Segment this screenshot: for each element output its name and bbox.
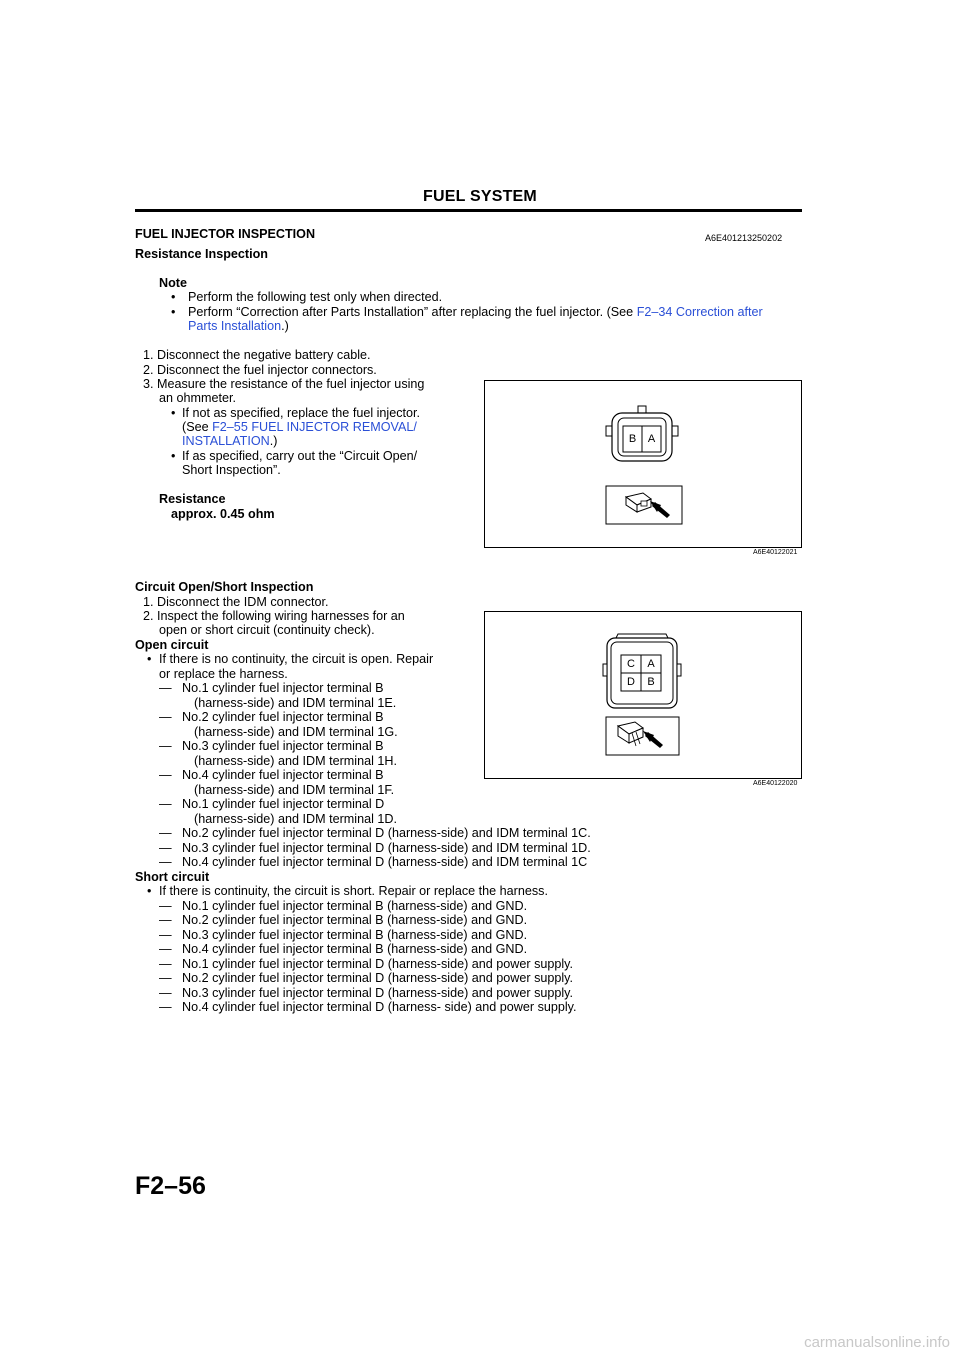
footer-watermark: carmanualsonline.info — [804, 1334, 950, 1351]
bullet-glyph: • — [171, 449, 176, 463]
resistance-value: approx. 0.45 ohm — [171, 507, 275, 521]
dash-glyph: — — [159, 855, 172, 869]
figure-injector-connector — [484, 380, 802, 548]
open-circuit-bullet-line-1: If there is no continuity, the circuit is open. Repair — [159, 652, 434, 666]
dash-glyph: — — [159, 710, 172, 724]
dash-glyph: — — [159, 826, 172, 840]
pin-label-b: B — [628, 433, 637, 445]
note-link-parts-installation[interactable]: Parts Installation — [188, 319, 282, 333]
link-fuel-injector-removal[interactable]: F2–55 FUEL INJECTOR REMOVAL/ — [212, 420, 417, 434]
page-header-title: FUEL SYSTEM — [423, 188, 537, 205]
note-label: Note — [159, 276, 187, 290]
open-item-8: No.4 cylinder fuel injector terminal D (harness-side) and IDM terminal 1C — [182, 855, 588, 869]
dash-glyph: — — [159, 971, 172, 985]
open-item-4-line-2: (harness-side) and IDM terminal 1F. — [194, 783, 395, 797]
open-item-1-line-1: No.1 cylinder fuel injector terminal B — [182, 681, 384, 695]
open-circuit-title: Open circuit — [135, 638, 209, 652]
short-circuit-title: Short circuit — [135, 870, 210, 884]
note-item-2-line-2 — [188, 319, 289, 334]
idm-connector-diagram — [485, 612, 801, 778]
bullet-glyph: • — [171, 406, 176, 420]
link-tail: .) — [269, 434, 278, 448]
dash-glyph: — — [159, 913, 172, 927]
step-3-sub-2-line-2: Short Inspection”. — [182, 463, 281, 477]
dash-glyph: — — [159, 1000, 172, 1014]
open-item-6: No.2 cylinder fuel injector terminal D (harness-side) and IDM terminal 1C. — [182, 826, 591, 840]
page-number: F2–56 — [135, 1172, 206, 1200]
figure-2-caption: A6E40122020 — [753, 780, 798, 787]
circuit-step-1: 1. Disconnect the IDM connector. — [143, 595, 329, 609]
circuit-step-2-line-2: open or short circuit (continuity check). — [159, 623, 375, 637]
section-subtitle: Resistance Inspection — [135, 247, 268, 261]
dash-glyph: — — [159, 681, 172, 695]
open-circuit-bullet-line-2: or replace the harness. — [159, 667, 288, 681]
step-1: 1. Disconnect the negative battery cable. — [143, 348, 371, 362]
figure-1-caption: A6E40122021 — [753, 549, 798, 556]
figure-idm-connector — [484, 611, 802, 779]
dash-glyph: — — [159, 942, 172, 956]
step-3-sub-1-line-2 — [182, 420, 417, 435]
injector-connector-diagram — [485, 381, 801, 547]
short-item-6: No.2 cylinder fuel injector terminal D (harness-side) and power supply. — [182, 971, 574, 985]
header-rule — [135, 209, 802, 212]
bullet-glyph: • — [171, 305, 176, 319]
step-3-sub-2-line-1: If as specified, carry out the “Circuit Open/ — [182, 449, 418, 463]
pin-label-d: D — [627, 676, 635, 688]
dash-glyph: — — [159, 797, 172, 811]
note-link-correction[interactable]: F2–34 Correction after — [636, 305, 763, 319]
dash-glyph: — — [159, 957, 172, 971]
short-item-5: No.1 cylinder fuel injector terminal D (harness-side) and power supply. — [182, 957, 574, 971]
note-item-2-text: Perform “Correction after Parts Installation” after replacing the fuel injector. (See — [188, 305, 637, 319]
step-2: 2. Disconnect the fuel injector connectors. — [143, 363, 377, 377]
section-doc-id: A6E401213250202 — [705, 233, 783, 243]
open-item-5-line-1: No.1 cylinder fuel injector terminal D — [182, 797, 385, 811]
circuit-step-2-line-1: 2. Inspect the following wiring harnesses for an — [143, 609, 405, 623]
resistance-label: Resistance — [159, 492, 226, 506]
open-item-4-line-1: No.4 cylinder fuel injector terminal B — [182, 768, 384, 782]
note-item-1: Perform the following test only when directed. — [188, 290, 443, 304]
short-circuit-bullet: If there is continuity, the circuit is short. Repair or replace the harness. — [159, 884, 548, 898]
short-item-7: No.3 cylinder fuel injector terminal D (harness-side) and power supply. — [182, 986, 574, 1000]
step-3-line-1: 3. Measure the resistance of the fuel injector using — [143, 377, 425, 391]
dash-glyph: — — [159, 986, 172, 1000]
circuit-title: Circuit Open/Short Inspection — [135, 580, 314, 594]
open-item-3-line-2: (harness-side) and IDM terminal 1H. — [194, 754, 397, 768]
open-item-2-line-1: No.2 cylinder fuel injector terminal B — [182, 710, 384, 724]
dash-glyph: — — [159, 899, 172, 913]
pin-label-a: A — [647, 658, 655, 670]
link-installation[interactable]: INSTALLATION — [182, 434, 270, 448]
dash-glyph: — — [159, 928, 172, 942]
section-title: FUEL INJECTOR INSPECTION — [135, 227, 316, 241]
open-item-1-line-2: (harness-side) and IDM terminal 1E. — [194, 696, 397, 710]
short-item-3: No.3 cylinder fuel injector terminal B (harness-side) and GND. — [182, 928, 528, 942]
open-item-2-line-2: (harness-side) and IDM terminal 1G. — [194, 725, 398, 739]
dash-glyph: — — [159, 768, 172, 782]
note-item-2-tail: .) — [281, 319, 289, 333]
open-item-3-line-1: No.3 cylinder fuel injector terminal B — [182, 739, 384, 753]
pin-label-a: A — [647, 433, 656, 445]
open-item-7: No.3 cylinder fuel injector terminal D (harness-side) and IDM terminal 1D. — [182, 841, 591, 855]
short-item-8: No.4 cylinder fuel injector terminal D (harness- side) and power supply. — [182, 1000, 577, 1014]
dash-glyph: — — [159, 739, 172, 753]
step-3-sub-1-line-1: If not as specified, replace the fuel injector. — [182, 406, 421, 420]
open-item-5-line-2: (harness-side) and IDM terminal 1D. — [194, 812, 397, 826]
bullet-glyph: • — [147, 884, 152, 898]
note-item-2-line-1 — [188, 305, 763, 320]
step-3-line-2: an ohmmeter. — [159, 391, 237, 405]
bullet-glyph: • — [171, 290, 176, 304]
dash-glyph: — — [159, 841, 172, 855]
see-text: (See — [182, 420, 213, 434]
short-item-1: No.1 cylinder fuel injector terminal B (harness-side) and GND. — [182, 899, 528, 913]
step-3-sub-1-line-3 — [182, 434, 277, 449]
pin-label-b: B — [647, 676, 655, 688]
bullet-glyph: • — [147, 652, 152, 666]
pin-label-c: C — [627, 658, 635, 670]
short-item-4: No.4 cylinder fuel injector terminal B (harness-side) and GND. — [182, 942, 528, 956]
short-item-2: No.2 cylinder fuel injector terminal B (harness-side) and GND. — [182, 913, 528, 927]
